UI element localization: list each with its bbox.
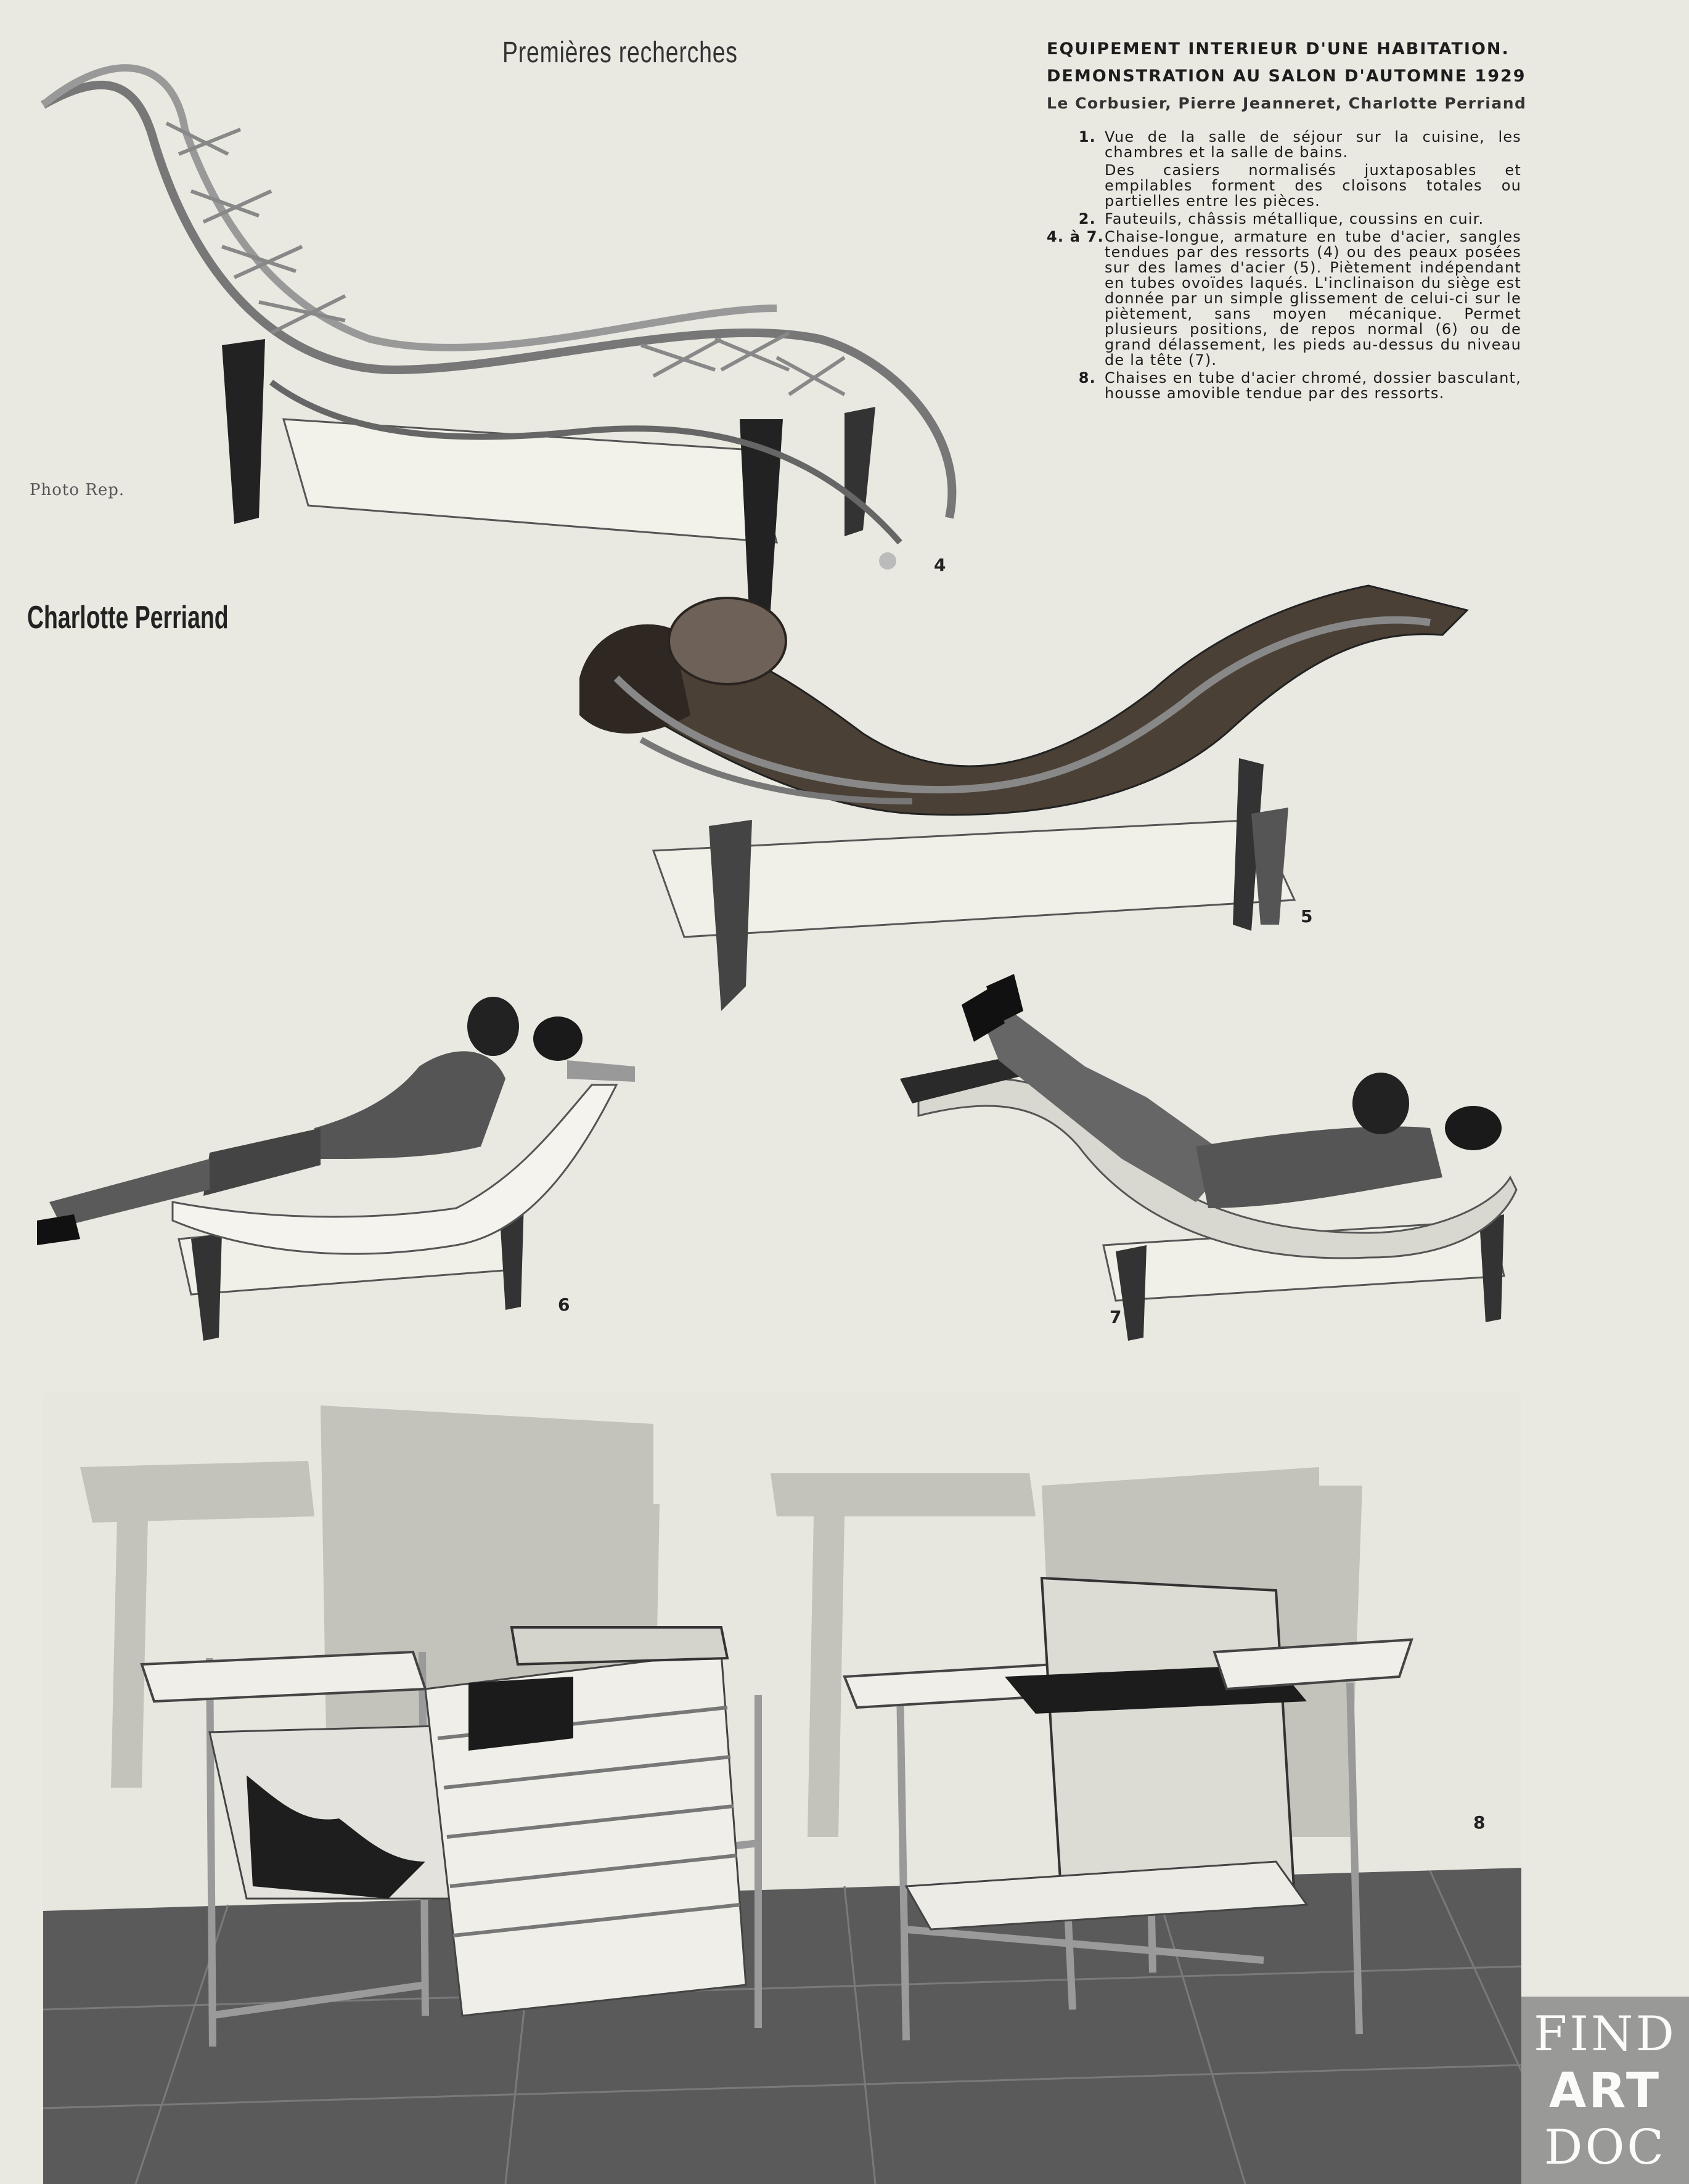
caption-list [1047, 129, 1521, 401]
photo-relaxation-position [900, 974, 1523, 1344]
designer-title: Charlotte Perriand [27, 600, 229, 636]
caption-authors: Le Corbusier, Pierre Jeanneret, Charlotte Perriand [1047, 94, 1527, 112]
caption-item-number: 4. à 7. [1047, 228, 1104, 245]
logo-line-3: DOC [1544, 2120, 1667, 2175]
caption-item-number: 8. [1078, 369, 1096, 386]
photo-normal-rest-position [25, 974, 647, 1344]
caption-item-text: Fauteuils, châssis métallique, coussins en cuir. [1105, 210, 1484, 227]
caption-item-text: Des casiers normalisés juxtaposables et empilables forment des cloisons totales ou partielles entre les pièces. [1105, 162, 1521, 210]
caption-item [1047, 211, 1521, 227]
findartdoc-logo [1521, 1997, 1689, 2184]
caption-item-text: Chaises en tube d'acier chromé, dossier basculant, housse amovible tendue par des ressorts. [1105, 369, 1521, 402]
figure-number-6: 6 [558, 1294, 570, 1315]
caption-item [1047, 129, 1521, 160]
caption-item-number [1047, 163, 1105, 209]
logo-line-2: ART [1548, 2063, 1662, 2119]
photo-armchairs [43, 1393, 1521, 2184]
figure-number-8: 8 [1473, 1812, 1486, 1833]
caption-item [1047, 370, 1521, 401]
caption-heading-1: EQUIPEMENT INTERIEUR D'UNE HABITATION. [1047, 39, 1510, 59]
figure-number-4: 4 [934, 555, 946, 575]
logo-line-1: FIND [1534, 2006, 1677, 2062]
photo-chaise-longue-hide [567, 555, 1529, 1029]
caption-item-number: 2. [1078, 210, 1096, 227]
figure-number-7: 7 [1110, 1307, 1122, 1327]
caption-heading-2: DEMONSTRATION AU SALON D'AUTOMNE 1929 [1047, 67, 1526, 86]
caption-item [1047, 229, 1521, 368]
caption-item-text: Chaise-longue, armature en tube d'acier, sangles tendues par des ressorts (4) ou des peaux posées sur des lames d'acier (5). Piètement indépendant en tubes ovoïdes laqués. L'inclinaison du siège est donnée par un simple glissement de celui-ci sur le piètement, sans moyen mécanique. Permet plusieurs positions, de repos normal (6) ou de grand délassement, les pieds au-dessus du niveau de la tête (7). [1105, 228, 1521, 369]
caption-block [1047, 36, 1527, 404]
caption-item-number: 1. [1078, 128, 1096, 145]
caption-item [1047, 163, 1521, 209]
figure-number-5: 5 [1301, 906, 1313, 926]
photo-credit: Photo Rep. [30, 481, 125, 499]
caption-item-text: Vue de la salle de séjour sur la cuisine, les chambres et la salle de bains. [1105, 128, 1521, 161]
photo-chaise-longue-frame [25, 49, 974, 623]
section-title: Premières recherches [502, 36, 738, 69]
